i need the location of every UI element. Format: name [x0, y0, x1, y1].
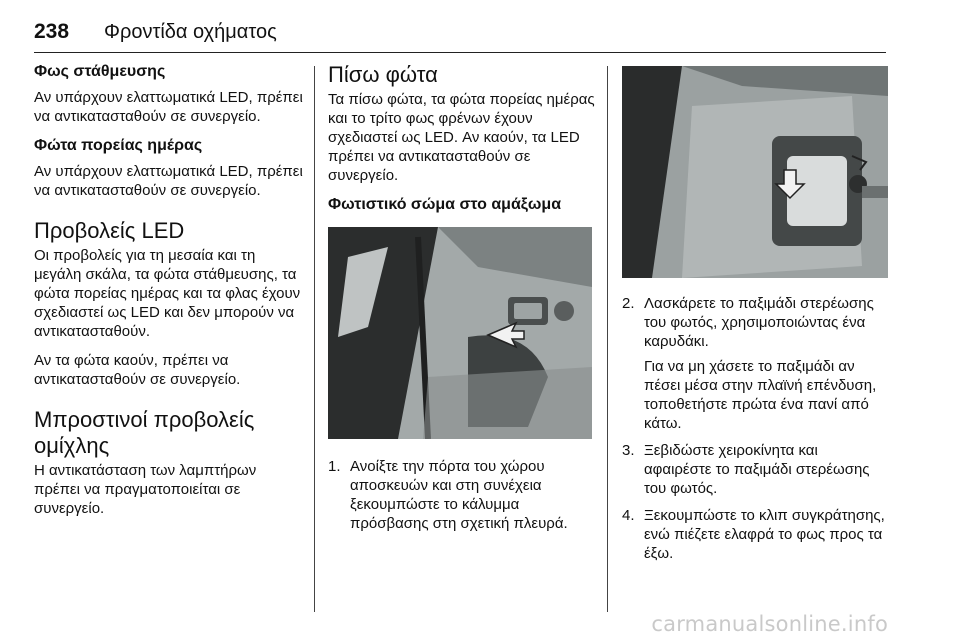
heading-daytime-lights: Φώτα πορείας ημέρας [34, 137, 203, 154]
text-fog-lights: Η αντικατάσταση των λαμπτήρων πρέπει να πραγματοποιείται σε συνεργείο. [34, 462, 257, 517]
figure-cargo-light-nut [622, 66, 888, 278]
list-item [622, 506, 888, 563]
step-number: 4. [622, 507, 635, 524]
step-text: Ανοίξτε την πόρτα του χώρου αποσκευών και στη συνέχεια ξεκουμπώστε το κάλυμμα πρόσβασης στη σχετική πλευρά. [350, 458, 568, 532]
page-title: Φροντίδα οχήματος [104, 21, 277, 43]
heading-parking-light: Φως στάθμευσης [34, 63, 166, 80]
figure-cargo-area-access-cover [328, 227, 592, 439]
watermark: carmanualsonline.info [651, 612, 888, 636]
step-number: 1. [328, 458, 341, 475]
column-2 [328, 62, 598, 541]
text-led-headlights-2: Αν τα φώτα καούν, πρέπει να αντικατασταθούν σε συνεργείο. [34, 352, 241, 388]
heading-cargo-light: Φωτιστικό σώμα στο αμάξωμα [328, 196, 562, 213]
text-parking-light: Αν υπάρχουν ελαττωματικά LED, πρέπει να αντικατασταθούν σε συνεργείο. [34, 89, 303, 125]
step-text: Ξεβιδώστε χειροκίνητα και αφαιρέστε το παξιμάδι στερέωσης του φωτός. [644, 442, 870, 497]
column-divider-1 [314, 66, 315, 612]
heading-rear-lights: Πίσω φώτα [328, 62, 438, 87]
illustration-cargo-area [328, 227, 592, 439]
heading-fog-lights: Μπροστινοί προβολείς ομίχλης [34, 407, 255, 458]
step-list-col2 [328, 457, 598, 533]
column-3 [622, 66, 888, 571]
text-daytime-lights: Αν υπάρχουν ελαττωματικά LED, πρέπει να αντικατασταθούν σε συνεργείο. [34, 163, 303, 199]
column-divider-2 [607, 66, 608, 612]
column-1 [34, 62, 304, 528]
step-number: 2. [622, 295, 635, 312]
step-number: 3. [622, 442, 635, 459]
step-list-col3 [622, 294, 888, 563]
page-number: 238 [34, 20, 70, 43]
list-item [622, 294, 888, 433]
list-item [622, 441, 888, 498]
step-text: Ξεκουμπώστε το κλιπ συγκράτησης, ενώ πιέζετε ελαφρά το φως προς τα έξω. [644, 507, 885, 562]
page-header [34, 20, 886, 53]
illustration-light-nut [622, 66, 888, 278]
step-text: Λασκάρετε το παξιμάδι στερέωσης του φωτός, χρησιμοποιώντας ένα καρυδάκι. [644, 295, 874, 350]
text-rear-lights: Τα πίσω φώτα, τα φώτα πορείας ημέρας και το τρίτο φως φρένων έχουν σχεδιαστεί ως LED. Αν καούν, τα LED πρέπει να αντικατασταθούν σε συνεργείο. [328, 91, 595, 184]
list-item [328, 457, 598, 533]
text-led-headlights-1: Οι προβολείς για τη μεσαία και τη μεγάλη σκάλα, τα φώτα στάθμευσης, τα φώτα πορείας ημέρας και τα φλας έχουν σχεδιαστεί ως LED και δεν μπορούν να αντικατασταθούν. [34, 247, 301, 340]
step-note: Για να μη χάσετε το παξιμάδι αν πέσει μέσα στην πλαϊνή επένδυση, τοποθετήστε πρώτα ένα πανί από κάτω. [644, 358, 877, 432]
heading-led-headlights: Προβολείς LED [34, 218, 185, 243]
